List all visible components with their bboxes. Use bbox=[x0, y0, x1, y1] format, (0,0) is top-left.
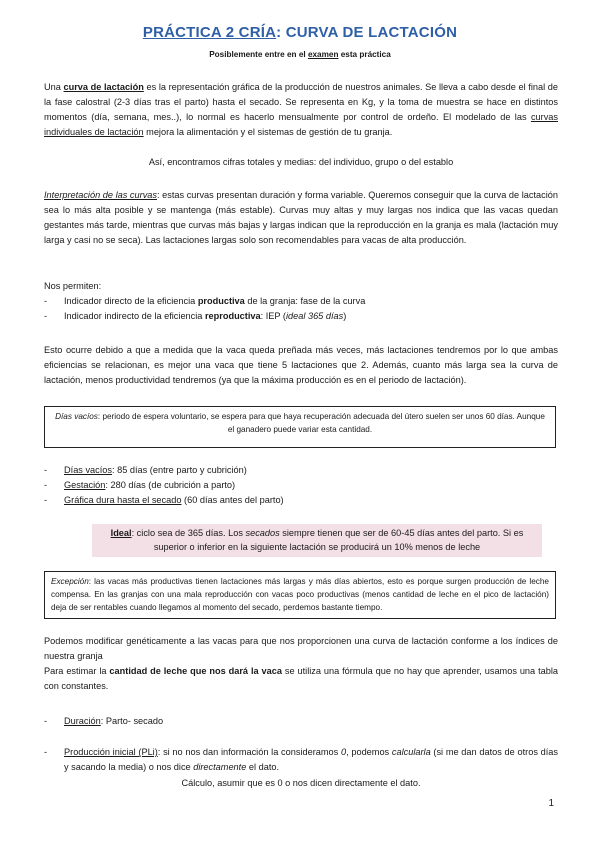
nos-permiten-heading: Nos permiten: bbox=[44, 281, 102, 291]
produccion-text-3: (si me dan datos de otros días y sacando la media) o nos dice bbox=[64, 747, 559, 772]
nos-permiten-section bbox=[44, 279, 558, 324]
produccion-section bbox=[44, 745, 558, 775]
modificar-paragraph: Podemos modificar genéticamente a las vacas para que nos proporcionen una curva de lactación conforme a los índices de nuestra granja bbox=[44, 636, 558, 661]
excepcion-box bbox=[44, 571, 556, 619]
estimar-pre: Para estimar la bbox=[44, 666, 110, 676]
intro-term-curva: curva de lactación bbox=[63, 82, 144, 92]
interpretacion-text: : estas curvas presentan duración y forma variable. Queremos conseguir que la curva de lactación sea lo más alta posible y se mantenga (más estable). Curvas muy altas y muy largas nos indica que las vacas quedan gestantes más tarde, mientras que curvas más bajas y largas indican que la reproducción en la granja es mala (lactación muy larga y casi no se seca). Las lactaciones largas solo son recomendables para vacas de alta producción. bbox=[44, 190, 558, 245]
item2-post: ) bbox=[343, 310, 347, 321]
list-item bbox=[44, 745, 558, 775]
page-number: 1 bbox=[548, 798, 554, 809]
subtitle-pre: Posiblemente entre en el bbox=[209, 50, 308, 59]
estimar-bold: cantidad de leche que nos dará la vaca bbox=[109, 666, 282, 676]
duracion-label: Duración bbox=[64, 716, 101, 726]
page-title bbox=[0, 24, 600, 42]
produccion-italic-3: directamente bbox=[193, 761, 247, 772]
subtitle-post: esta práctica bbox=[338, 50, 391, 59]
produccion-text-2: , podemos bbox=[346, 747, 392, 757]
list-item bbox=[44, 714, 558, 729]
box-dias-vacios-text: : periodo de espera voluntario, se espera para que haya recuperación adecuada del útero suelen ser unos 60 días. Aunque el ganadero puede variar esta cantidad. bbox=[97, 412, 545, 435]
produccion-text-4: el dato. bbox=[246, 761, 280, 772]
item2-bold: reproductiva bbox=[204, 310, 261, 321]
periodo-label: Gráfica dura hasta el secado bbox=[64, 494, 182, 505]
periodo-text: (60 días antes del parto) bbox=[181, 494, 284, 505]
intro-text-3: mejora la alimentación y el sistemas de gestión de tu granja. bbox=[143, 126, 393, 137]
estimar-paragraph bbox=[44, 664, 558, 694]
excepcion-label: Excepción bbox=[51, 577, 89, 586]
periodo-label: Días vacíos bbox=[64, 465, 112, 475]
periodos-list bbox=[44, 463, 558, 508]
produccion-italic-1: 0 bbox=[340, 747, 347, 757]
periodo-text: : 85 días (entre parto y cubrición) bbox=[112, 465, 247, 475]
produccion-list bbox=[44, 745, 558, 775]
excepcion-text: : las vacas más productivas tienen lactaciones más largas y más días abiertos, esto es porque surgen producción de leche compensa. En las granjas con una mala reproducción con vacas poco productivas (menos cantidad de leche en el pico de lactación) deja de ser rentables cuando llegamos al momento del secado, perdemos bastante tiempo. bbox=[51, 577, 549, 613]
list-item bbox=[44, 309, 558, 324]
item2-italic: ideal 365 días bbox=[286, 310, 344, 321]
interpretacion-paragraph bbox=[44, 188, 558, 248]
intro-text-1: Una bbox=[44, 82, 64, 92]
title-main: CURVA DE LACTACIÓN bbox=[285, 24, 458, 41]
item1-pre: Indicador directo de la eficiencia bbox=[64, 295, 198, 306]
ideal-label: Ideal bbox=[110, 528, 132, 538]
nos-permiten-list bbox=[44, 294, 558, 324]
subtitle-underlined: examen bbox=[307, 50, 339, 59]
list-item bbox=[44, 478, 558, 493]
intro-text-2: es la representación gráfica de la producción de nuestros animales. Se lleva a cabo desde el final de la fase calostral (2-3 días tras el parto) hasta el secado. Se representa en Kg, y la toma de muestra se hace en distintos momentos (día, semana, mes..), lo normal es hacerlo mensualmente por control de ordeño. El modelado de las bbox=[44, 82, 559, 122]
title-colon: : bbox=[276, 24, 286, 41]
cifras-paragraph: Así, encontramos cifras totales y medias: del individuo, grupo o del establo bbox=[148, 157, 454, 167]
item1-post: de la granja: fase de la curva bbox=[244, 295, 366, 306]
produccion-italic-2: calcularla bbox=[391, 747, 431, 757]
item1-bold: productiva bbox=[197, 295, 245, 306]
produccion-text-1: : si no nos dan información la consideramos bbox=[157, 747, 341, 757]
list-item bbox=[44, 294, 558, 309]
duracion-text: : Parto- secado bbox=[100, 716, 164, 726]
ideal-text-1: : ciclo sea de 365 días. Los bbox=[131, 528, 246, 538]
duracion-list bbox=[44, 714, 558, 729]
ideal-highlight bbox=[92, 524, 542, 557]
estimar-post: se utiliza una fórmula que no hay que aprender, usamos una tabla con constantes. bbox=[44, 666, 558, 691]
ideal-text-2: siempre tienen que ser de 60-45 días antes del parto. Si es superior o inferior en la siguiente lactación se producirá un 10% menos de leche bbox=[153, 528, 524, 553]
periodo-label: Gestación bbox=[64, 479, 106, 490]
item2-pre: Indicador indirecto de la eficiencia bbox=[64, 310, 205, 321]
interpretacion-label: Interpretación de las curvas bbox=[44, 190, 157, 200]
periodos-section bbox=[44, 463, 558, 508]
ideal-italic: secados bbox=[245, 528, 280, 538]
produccion-label: Producción inicial (PLi) bbox=[64, 747, 158, 757]
title-prefix: PRÁCTICA 2 CRÍA bbox=[142, 24, 277, 41]
intro-paragraph bbox=[44, 80, 558, 140]
esto-ocurre-paragraph: Esto ocurre debido a que a medida que la vaca queda preñada más veces, más lactaciones tendremos por lo que ambas eficiencias se relacionan, es mejor una vaca que tiene 5 lactaciones que 2. Además, cuanto más larga sea la curva de lactación, menos productividad tendremos (ya que la máxima producción es en el periodo de lactación). bbox=[44, 345, 558, 385]
page-subtitle bbox=[0, 50, 600, 60]
periodo-text: : 280 días (de cubrición a parto) bbox=[105, 479, 236, 490]
list-item bbox=[44, 493, 558, 508]
item2-mid: : IEP ( bbox=[260, 310, 286, 321]
intro-term-curvas-individuales: curvas individuales de lactación bbox=[44, 111, 558, 137]
box-dias-vacios-label: Días vacíos bbox=[55, 412, 98, 421]
list-item bbox=[44, 463, 558, 478]
duracion-section bbox=[44, 714, 558, 729]
dias-vacios-box bbox=[44, 406, 556, 448]
calculo-paragraph: Cálculo, asumir que es 0 o nos dicen directamente el dato. bbox=[181, 778, 421, 788]
